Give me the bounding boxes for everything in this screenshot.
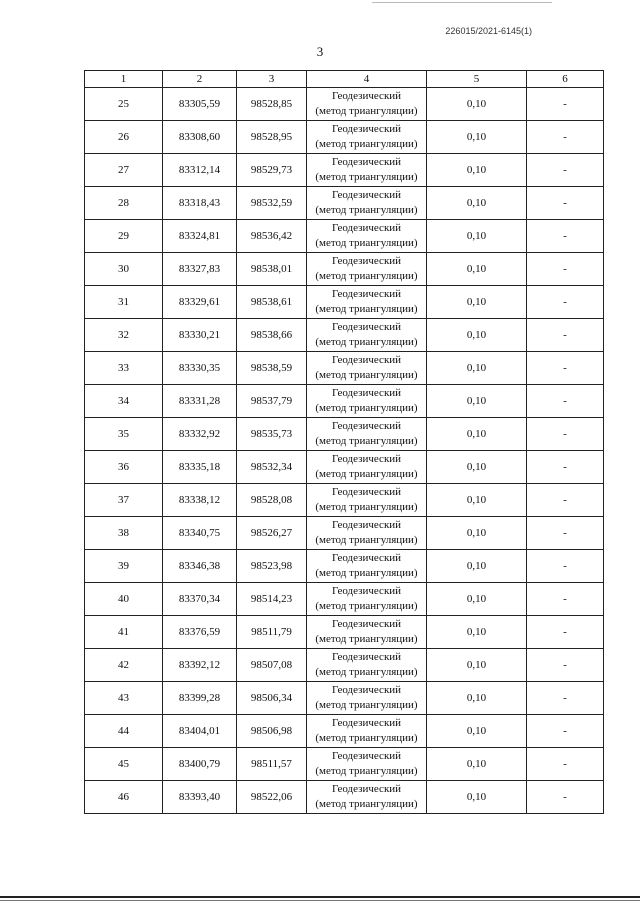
method-cell [307, 286, 427, 319]
table-row [85, 154, 604, 187]
accuracy-cell: 0,10 [427, 319, 527, 352]
point-number-cell: 41 [85, 616, 163, 649]
note-cell: - [527, 352, 604, 385]
accuracy-cell: 0,10 [427, 187, 527, 220]
column-header: 1 [85, 71, 163, 88]
x-coordinate-cell: 83392,12 [163, 649, 237, 682]
note-cell: - [527, 319, 604, 352]
method-cell [307, 385, 427, 418]
accuracy-cell: 0,10 [427, 451, 527, 484]
point-number-cell: 45 [85, 748, 163, 781]
method-name: Геодезический [331, 486, 402, 498]
note-cell: - [527, 418, 604, 451]
accuracy-cell: 0,10 [427, 286, 527, 319]
point-number-cell: 36 [85, 451, 163, 484]
page-number: 3 [316, 44, 324, 59]
point-number-cell: 29 [85, 220, 163, 253]
y-coordinate-cell: 98538,66 [237, 319, 307, 352]
method-detail: (метод триангуляции) [315, 468, 418, 480]
column-header: 3 [237, 71, 307, 88]
method-detail: (метод триангуляции) [315, 303, 418, 315]
method-detail: (метод триангуляции) [315, 402, 418, 414]
note-cell: - [527, 220, 604, 253]
method-detail: (метод триангуляции) [315, 171, 418, 183]
method-cell [307, 550, 427, 583]
accuracy-cell: 0,10 [427, 583, 527, 616]
note-cell: - [527, 286, 604, 319]
method-detail: (метод триангуляции) [315, 567, 418, 579]
x-coordinate-cell: 83338,12 [163, 484, 237, 517]
point-number-cell: 34 [85, 385, 163, 418]
table-row [85, 418, 604, 451]
x-coordinate-cell: 83330,35 [163, 352, 237, 385]
y-coordinate-cell: 98528,85 [237, 88, 307, 121]
method-detail: (метод триангуляции) [315, 336, 418, 348]
x-coordinate-cell: 83318,43 [163, 187, 237, 220]
method-cell [307, 121, 427, 154]
x-coordinate-cell: 83324,81 [163, 220, 237, 253]
point-number-cell: 28 [85, 187, 163, 220]
x-coordinate-cell: 83331,28 [163, 385, 237, 418]
x-coordinate-cell: 83305,59 [163, 88, 237, 121]
table-row [85, 550, 604, 583]
method-detail: (метод триангуляции) [315, 435, 418, 447]
point-number-cell: 26 [85, 121, 163, 154]
x-coordinate-cell: 83332,92 [163, 418, 237, 451]
accuracy-cell: 0,10 [427, 781, 527, 814]
table-row [85, 583, 604, 616]
x-coordinate-cell: 83335,18 [163, 451, 237, 484]
method-cell [307, 484, 427, 517]
point-number-cell: 43 [85, 682, 163, 715]
y-coordinate-cell: 98529,73 [237, 154, 307, 187]
note-cell: - [527, 121, 604, 154]
table-row [85, 451, 604, 484]
note-cell: - [527, 781, 604, 814]
method-cell [307, 220, 427, 253]
method-name: Геодезический [331, 453, 402, 465]
table-row [85, 715, 604, 748]
table-header-row [85, 71, 604, 88]
method-detail: (метод триангуляции) [315, 765, 418, 777]
note-cell: - [527, 715, 604, 748]
y-coordinate-cell: 98532,59 [237, 187, 307, 220]
point-number-cell: 27 [85, 154, 163, 187]
method-detail: (метод триангуляции) [315, 369, 418, 381]
point-number-cell: 33 [85, 352, 163, 385]
note-cell: - [527, 451, 604, 484]
method-name: Геодезический [331, 321, 402, 333]
table-row [85, 649, 604, 682]
accuracy-cell: 0,10 [427, 649, 527, 682]
point-number-cell: 35 [85, 418, 163, 451]
method-name: Геодезический [331, 189, 402, 201]
method-detail: (метод триангуляции) [315, 633, 418, 645]
method-name: Геодезический [331, 387, 402, 399]
scan-edge-line [372, 2, 552, 3]
note-cell: - [527, 748, 604, 781]
accuracy-cell: 0,10 [427, 748, 527, 781]
y-coordinate-cell: 98526,27 [237, 517, 307, 550]
y-coordinate-cell: 98528,08 [237, 484, 307, 517]
x-coordinate-cell: 83400,79 [163, 748, 237, 781]
accuracy-cell: 0,10 [427, 352, 527, 385]
column-header: 5 [427, 71, 527, 88]
method-detail: (метод триангуляции) [315, 534, 418, 546]
table-row [85, 220, 604, 253]
accuracy-cell: 0,10 [427, 253, 527, 286]
y-coordinate-cell: 98523,98 [237, 550, 307, 583]
method-detail: (метод триангуляции) [315, 699, 418, 711]
x-coordinate-cell: 83393,40 [163, 781, 237, 814]
y-coordinate-cell: 98538,01 [237, 253, 307, 286]
method-detail: (метод триангуляции) [315, 204, 418, 216]
method-cell [307, 88, 427, 121]
method-cell [307, 649, 427, 682]
table-row [85, 286, 604, 319]
y-coordinate-cell: 98538,61 [237, 286, 307, 319]
note-cell: - [527, 616, 604, 649]
point-number-cell: 32 [85, 319, 163, 352]
method-cell [307, 451, 427, 484]
method-name: Геодезический [331, 519, 402, 531]
point-number-cell: 39 [85, 550, 163, 583]
method-name: Геодезический [331, 420, 402, 432]
table-body [85, 88, 604, 814]
method-cell [307, 187, 427, 220]
y-coordinate-cell: 98532,34 [237, 451, 307, 484]
note-cell: - [527, 253, 604, 286]
accuracy-cell: 0,10 [427, 517, 527, 550]
note-cell: - [527, 187, 604, 220]
point-number-cell: 38 [85, 517, 163, 550]
x-coordinate-cell: 83340,75 [163, 517, 237, 550]
x-coordinate-cell: 83308,60 [163, 121, 237, 154]
x-coordinate-cell: 83329,61 [163, 286, 237, 319]
table-row [85, 781, 604, 814]
method-cell [307, 352, 427, 385]
table-row [85, 748, 604, 781]
method-name: Геодезический [331, 354, 402, 366]
note-cell: - [527, 385, 604, 418]
x-coordinate-cell: 83346,38 [163, 550, 237, 583]
table-row [85, 352, 604, 385]
document-id: 226015/2021-6145(1) [445, 26, 532, 36]
point-number-cell: 25 [85, 88, 163, 121]
method-detail: (метод триангуляции) [315, 732, 418, 744]
x-coordinate-cell: 83312,14 [163, 154, 237, 187]
column-header: 2 [163, 71, 237, 88]
y-coordinate-cell: 98535,73 [237, 418, 307, 451]
accuracy-cell: 0,10 [427, 550, 527, 583]
note-cell: - [527, 682, 604, 715]
y-coordinate-cell: 98514,23 [237, 583, 307, 616]
y-coordinate-cell: 98511,57 [237, 748, 307, 781]
y-coordinate-cell: 98537,79 [237, 385, 307, 418]
note-cell: - [527, 649, 604, 682]
point-number-cell: 30 [85, 253, 163, 286]
table-row [85, 517, 604, 550]
method-detail: (метод триангуляции) [315, 666, 418, 678]
method-detail: (метод триангуляции) [315, 501, 418, 513]
table-row [85, 319, 604, 352]
note-cell: - [527, 484, 604, 517]
table-row [85, 385, 604, 418]
method-cell [307, 715, 427, 748]
x-coordinate-cell: 83330,21 [163, 319, 237, 352]
method-name: Геодезический [331, 288, 402, 300]
y-coordinate-cell: 98507,08 [237, 649, 307, 682]
table-row [85, 253, 604, 286]
method-name: Геодезический [331, 750, 402, 762]
table-row [85, 484, 604, 517]
accuracy-cell: 0,10 [427, 682, 527, 715]
method-detail: (метод триангуляции) [315, 270, 418, 282]
method-name: Геодезический [331, 222, 402, 234]
method-name: Геодезический [331, 90, 402, 102]
column-header: 4 [307, 71, 427, 88]
method-cell [307, 319, 427, 352]
note-cell: - [527, 154, 604, 187]
table-row [85, 121, 604, 154]
method-name: Геодезический [331, 552, 402, 564]
point-number-cell: 46 [85, 781, 163, 814]
note-cell: - [527, 88, 604, 121]
table-row [85, 616, 604, 649]
method-detail: (метод триангуляции) [315, 105, 418, 117]
note-cell: - [527, 517, 604, 550]
method-cell [307, 253, 427, 286]
method-cell [307, 748, 427, 781]
method-name: Геодезический [331, 123, 402, 135]
x-coordinate-cell: 83399,28 [163, 682, 237, 715]
method-name: Геодезический [331, 585, 402, 597]
method-name: Геодезический [331, 684, 402, 696]
method-cell [307, 154, 427, 187]
y-coordinate-cell: 98522,06 [237, 781, 307, 814]
x-coordinate-cell: 83376,59 [163, 616, 237, 649]
point-number-cell: 31 [85, 286, 163, 319]
method-name: Геодезический [331, 156, 402, 168]
method-cell [307, 418, 427, 451]
method-name: Геодезический [331, 717, 402, 729]
accuracy-cell: 0,10 [427, 154, 527, 187]
y-coordinate-cell: 98506,98 [237, 715, 307, 748]
accuracy-cell: 0,10 [427, 616, 527, 649]
method-name: Геодезический [331, 255, 402, 267]
point-number-cell: 37 [85, 484, 163, 517]
x-coordinate-cell: 83370,34 [163, 583, 237, 616]
accuracy-cell: 0,10 [427, 385, 527, 418]
accuracy-cell: 0,10 [427, 121, 527, 154]
point-number-cell: 40 [85, 583, 163, 616]
method-name: Геодезический [331, 651, 402, 663]
column-header: 6 [527, 71, 604, 88]
y-coordinate-cell: 98536,42 [237, 220, 307, 253]
x-coordinate-cell: 83404,01 [163, 715, 237, 748]
accuracy-cell: 0,10 [427, 88, 527, 121]
accuracy-cell: 0,10 [427, 484, 527, 517]
scan-bottom-line-faint [0, 900, 640, 901]
method-detail: (метод триангуляции) [315, 237, 418, 249]
method-cell [307, 682, 427, 715]
method-detail: (метод триангуляции) [315, 600, 418, 612]
accuracy-cell: 0,10 [427, 220, 527, 253]
y-coordinate-cell: 98511,79 [237, 616, 307, 649]
method-detail: (метод триангуляции) [315, 138, 418, 150]
note-cell: - [527, 550, 604, 583]
method-cell [307, 616, 427, 649]
coordinates-table [84, 70, 604, 814]
method-cell [307, 583, 427, 616]
method-name: Геодезический [331, 618, 402, 630]
point-number-cell: 42 [85, 649, 163, 682]
x-coordinate-cell: 83327,83 [163, 253, 237, 286]
accuracy-cell: 0,10 [427, 418, 527, 451]
y-coordinate-cell: 98538,59 [237, 352, 307, 385]
method-cell [307, 781, 427, 814]
y-coordinate-cell: 98506,34 [237, 682, 307, 715]
table-row [85, 682, 604, 715]
method-name: Геодезический [331, 783, 402, 795]
y-coordinate-cell: 98528,95 [237, 121, 307, 154]
accuracy-cell: 0,10 [427, 715, 527, 748]
method-detail: (метод триангуляции) [315, 798, 418, 810]
note-cell: - [527, 583, 604, 616]
point-number-cell: 44 [85, 715, 163, 748]
scan-bottom-line [0, 896, 640, 898]
table-row [85, 88, 604, 121]
table-row [85, 187, 604, 220]
method-cell [307, 517, 427, 550]
